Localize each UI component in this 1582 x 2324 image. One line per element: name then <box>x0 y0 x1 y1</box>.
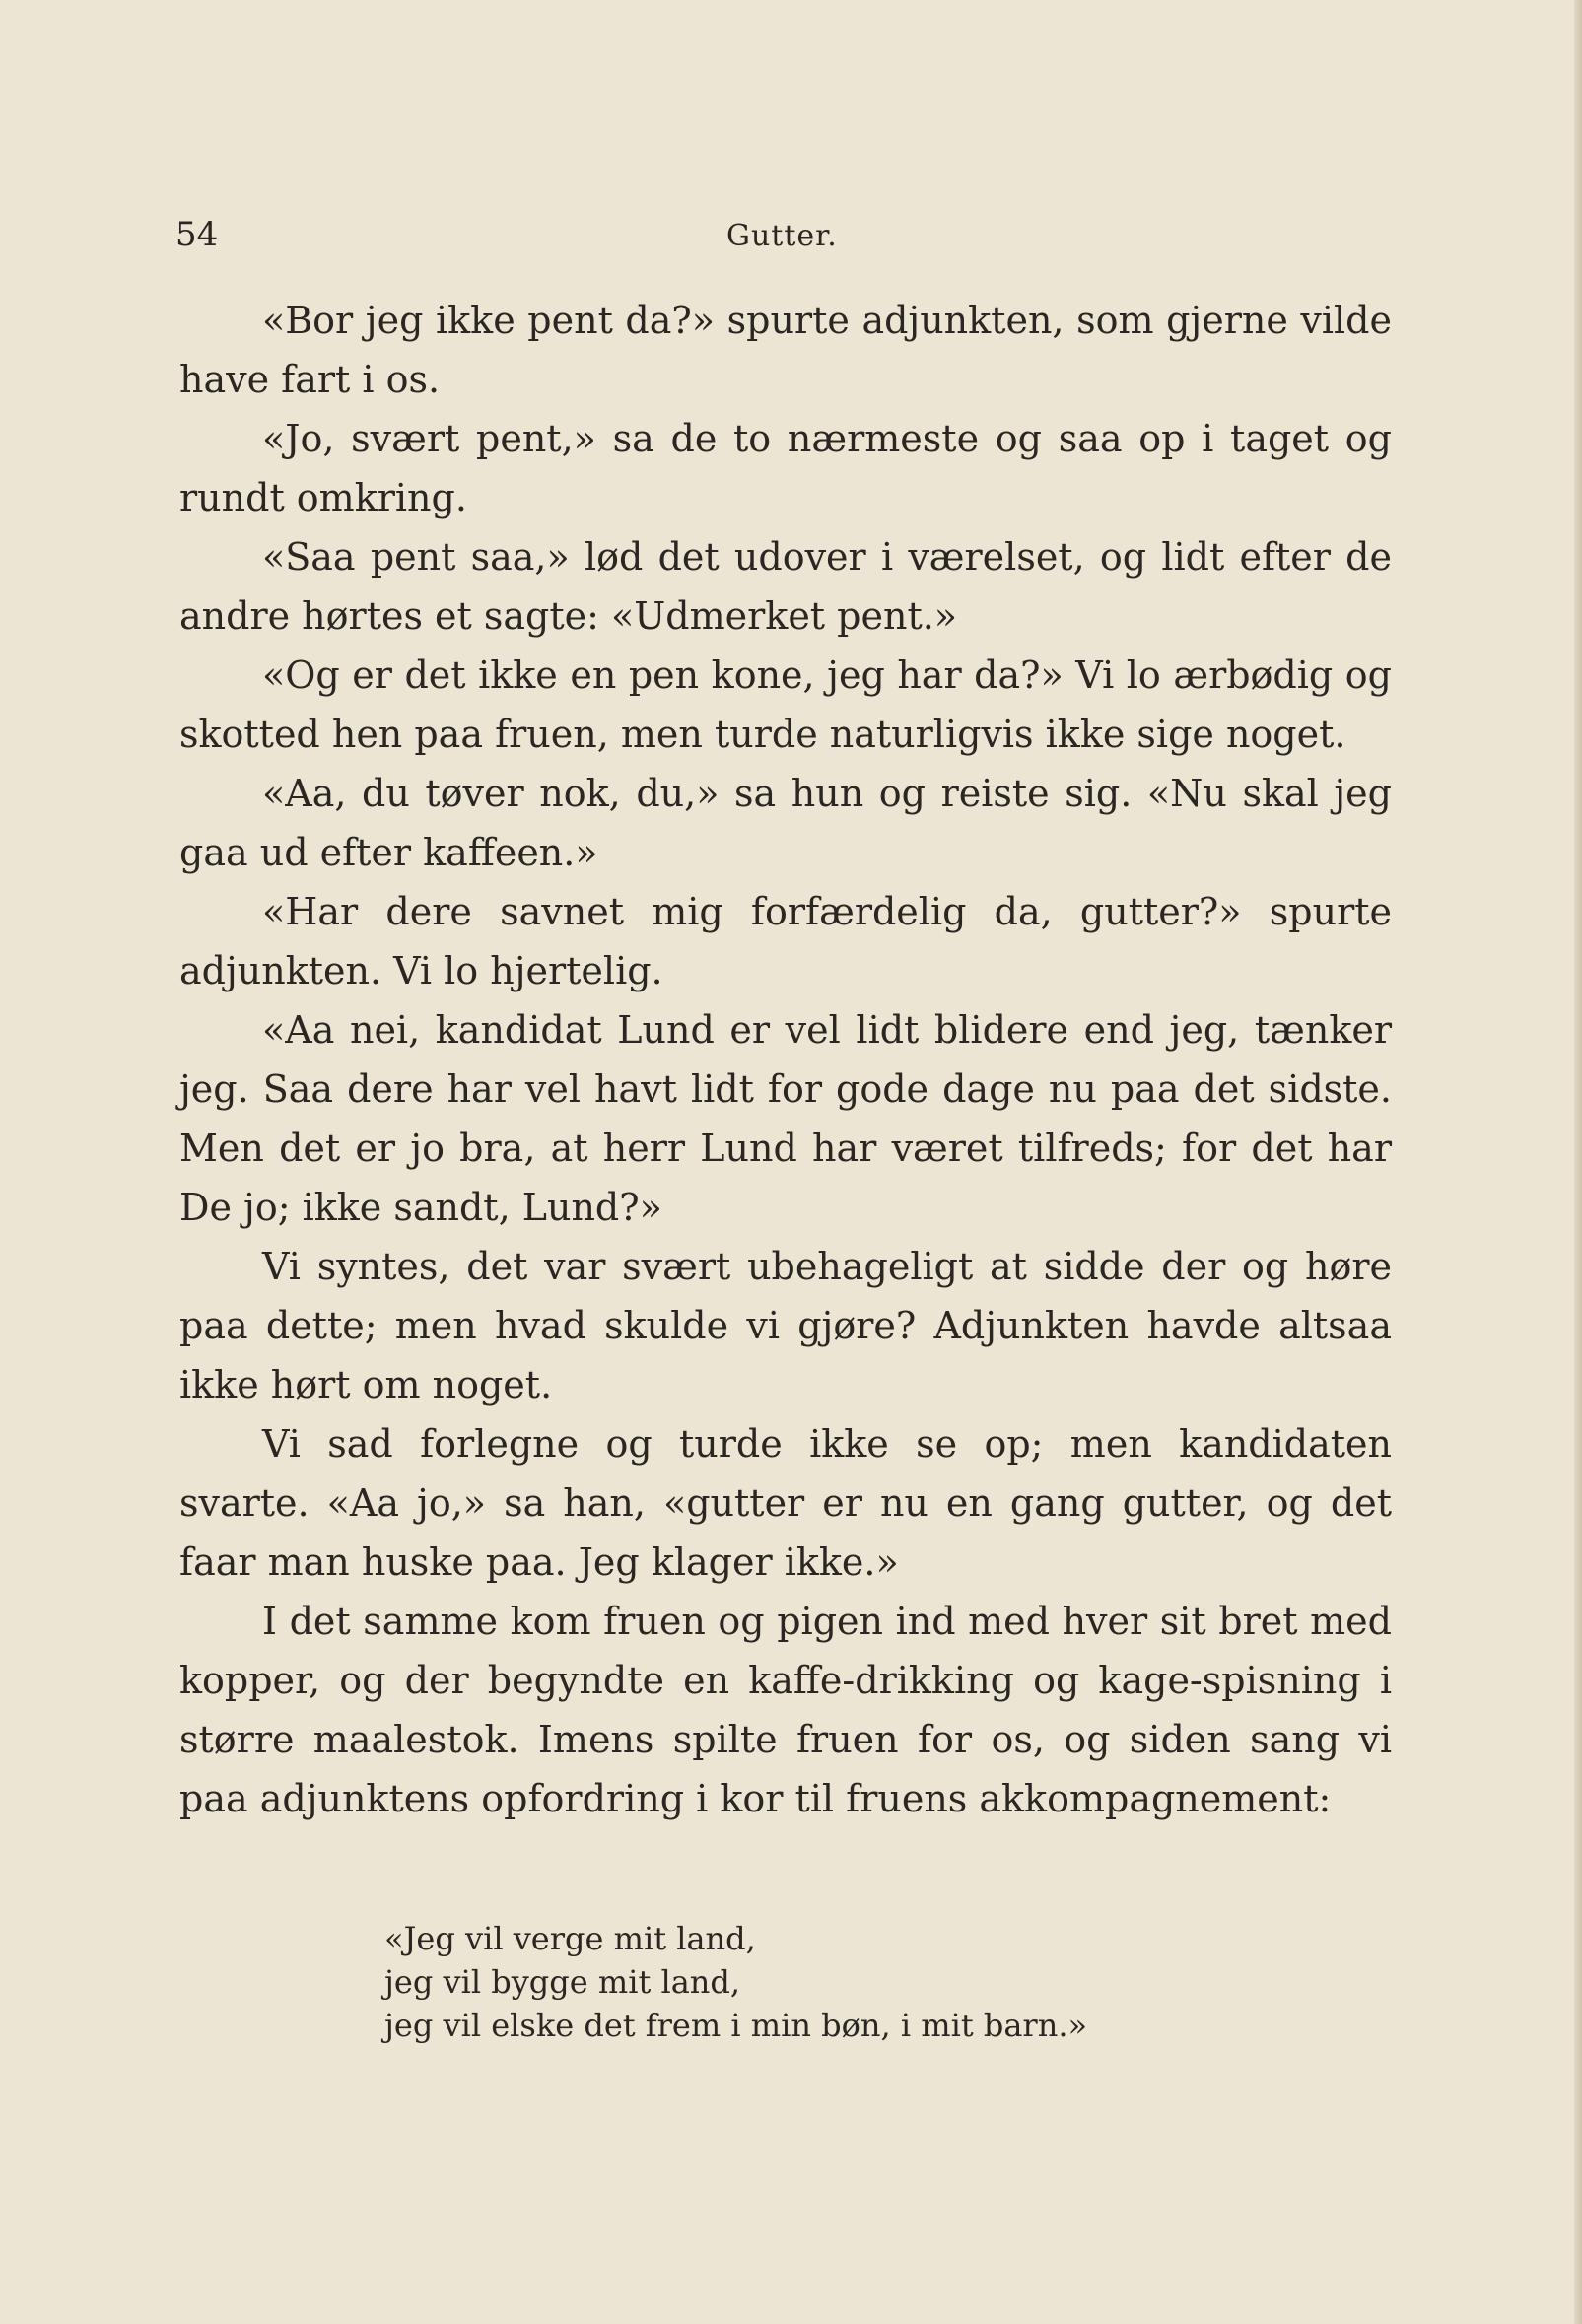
paragraph: «Bor jeg ikke pent da?» spurte adjunkten, som gjerne vilde have fart i os. <box>179 299 1392 401</box>
verse-line: jeg vil bygge mit land, <box>384 1963 741 2001</box>
paragraph: «Aa nei, kandidat Lund er vel lidt blidere end jeg, tænker jeg. Saa dere har vel havt lidt for gode dage nu paa det sidste. Men det er jo bra, at herr Lund har været tilfreds; for det har De jo; ikke sandt, Lund?» <box>179 1008 1392 1229</box>
verse-line: jeg vil elske det frem i min bøn, i mit barn.» <box>384 2007 1088 2044</box>
body-text <box>179 291 1392 1828</box>
verse-line: «Jeg vil verge mit land, <box>384 1920 756 1957</box>
page-number: 54 <box>175 215 219 254</box>
paragraph: «Jo, svært pent,» sa de to nærmeste og saa op i taget og rundt omkring. <box>179 417 1392 519</box>
running-head: Gutter. <box>726 219 838 253</box>
paragraph: «Saa pent saa,» lød det udover i værelset, og lidt efter de andre hørtes et sagte: «Udmerket pent.» <box>179 535 1392 638</box>
paragraph: «Har dere savnet mig forfærdelig da, gutter?» spurte adjunkten. Vi lo hjertelig. <box>179 890 1392 992</box>
paragraph: Vi syntes, det var svært ubehageligt at sidde der og høre paa dette; men hvad skulde vi gjøre? Adjunkten havde altsaa ikke hørt om noget. <box>179 1245 1392 1406</box>
paragraph: Vi sad forlegne og turde ikke se op; men kandidaten svarte. «Aa jo,» sa han, «gutter er nu en gang gutter, og det faar man huske paa. Jeg klager ikke.» <box>179 1422 1392 1584</box>
paragraph: «Aa, du tøver nok, du,» sa hun og reiste sig. «Nu skal jeg gaa ud efter kaffeen.» <box>179 772 1392 874</box>
page-edge <box>1574 0 1582 2324</box>
verse-quote <box>384 1917 1087 2047</box>
paragraph: «Og er det ikke en pen kone, jeg har da?» Vi lo ærbødig og skotted hen paa fruen, men turde naturligvis ikke sige noget. <box>179 653 1392 756</box>
paragraph: I det samme kom fruen og pigen ind med hver sit bret med kopper, og der begyndte en kaffe-drikking og kage-spisning i større maalestok. Imens spilte fruen for os, og siden sang vi paa adjunktens opfordring i kor til fruens akkompagnement: <box>179 1600 1392 1820</box>
